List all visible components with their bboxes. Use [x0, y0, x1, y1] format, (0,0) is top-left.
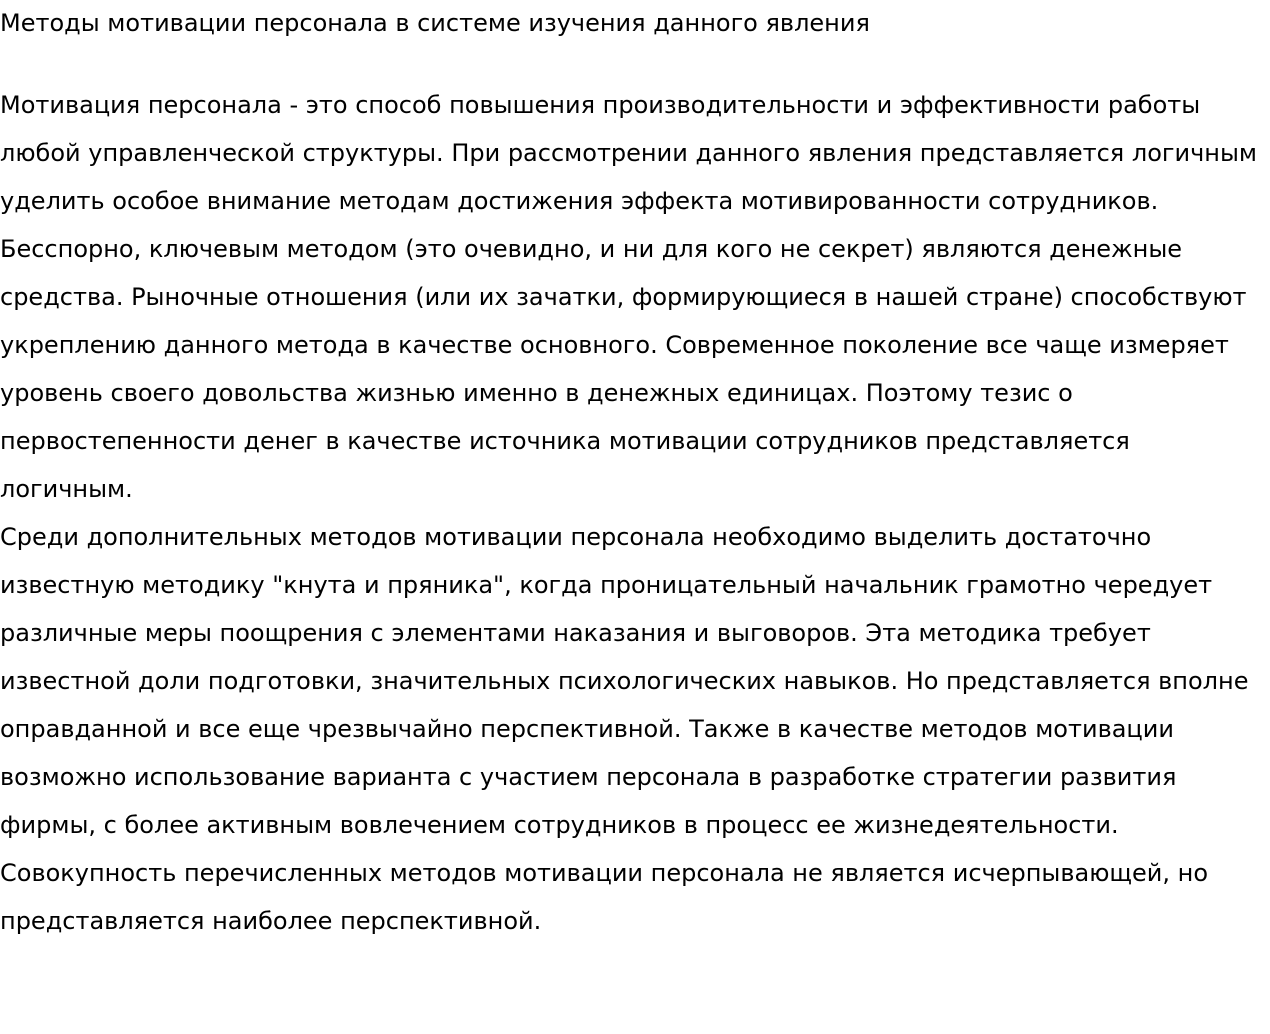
paragraph-2: Бесспорно, ключевым методом (это очевидно, и ни для кого не секрет) являются денежные средства. Рыночные отношения (или их зачатки, формирующиеся в нашей стране) способствуют укреплению данного метода в качестве основного. Современное поколение все чаще измеряет уровень своего довольства жизнью именно в денежных единицах. Поэтому тезис о первостепенности денег в качестве источника мотивации сотрудников представляется логичным. — [0, 235, 1247, 503]
paragraph-4: Совокупность перечисленных методов мотивации персонала не является исчерпывающей, но представляется наиболее перспективной. — [0, 859, 1209, 935]
document-title: Методы мотивации персонала в системе изучения данного явления — [0, 9, 870, 37]
paragraph-1: Мотивация персонала - это способ повышения производительности и эффективности работы любой управленческой структуры. При рассмотрении данного явления представляется логичным уделить особое внимание методам достижения эффекта мотивированности сотрудников. — [0, 91, 1258, 215]
document-body — [0, 81, 1270, 945]
paragraph-3: Среди дополнительных методов мотивации персонала необходимо выделить достаточно известную методику "кнута и пряника", когда проницательный начальник грамотно чередует различные меры поощрения с элементами наказания и выговоров. Эта методика требует известной доли подготовки, значительных психологических навыков. Но представляется вполне оправданной и все еще чрезвычайно перспективной. Также в качестве методов мотивации возможно использование варианта с участием персонала в разработке стратегии развития фирмы, с более активным вовлечением сотрудников в процесс ее жизнедеятельности. — [0, 523, 1249, 839]
